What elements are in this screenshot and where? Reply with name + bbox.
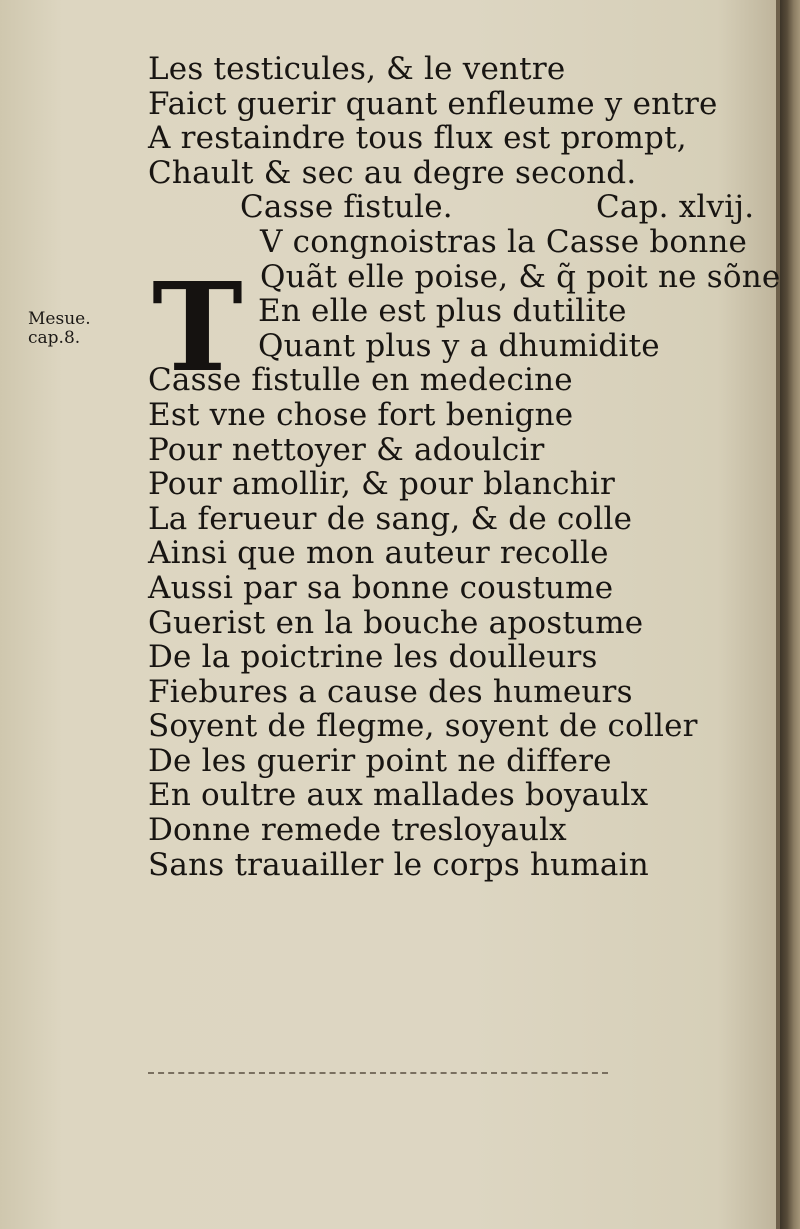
verse-line: En elle est plus dutilite xyxy=(258,293,627,330)
margin-note xyxy=(28,310,91,348)
verse-line: Casse fistulle en medecine xyxy=(148,362,573,399)
chapter-heading xyxy=(148,190,778,225)
verse-line: De les guerir point ne differe xyxy=(148,742,612,779)
margin-note-line: Mesue. xyxy=(28,309,91,329)
verse-line: Pour nettoyer & adoulcir xyxy=(148,431,545,468)
book-gutter xyxy=(780,0,800,1229)
verse-line: A restaindre tous flux est prompt, xyxy=(148,120,687,157)
verse-line: Sans trauailler le corps humain xyxy=(148,846,649,883)
poem-text xyxy=(148,51,781,883)
bottom-rule xyxy=(148,1072,608,1074)
verse-line: De la poictrine les doulleurs xyxy=(148,639,598,676)
verse-line: V congnoistras la Casse bonne xyxy=(260,223,748,260)
verse-line: Faict guerir quant enfleume y entre xyxy=(148,85,718,122)
verse-line: Chault & sec au degre second. xyxy=(148,154,637,191)
verse-line: Les testicules, & le ventre xyxy=(148,51,566,87)
verse-line: Soyent de flegme, soyent de coller xyxy=(148,708,698,745)
verse-line: Guerist en la bouche apostume xyxy=(148,604,644,641)
verse-line: Est vne chose fort benigne xyxy=(148,396,574,433)
verse-line: Fiebures a cause des humeurs xyxy=(148,673,633,710)
chapter-title: Casse fistule. xyxy=(240,189,453,226)
verse-line: Ainsi que mon auteur recolle xyxy=(148,535,609,572)
verse-line: Donne remede tresloyaulx xyxy=(148,812,567,849)
margin-note-line: cap.8. xyxy=(28,328,81,348)
drop-cap: T xyxy=(152,255,243,399)
verse-line: Pour amollir, & pour blanchir xyxy=(148,466,615,503)
verse-line: Aussi par sa bonne coustume xyxy=(148,569,614,606)
chapter-number: Cap. xlvij. xyxy=(596,189,755,226)
verse-line: En oultre aux mallades boyaulx xyxy=(148,777,649,814)
verse-line: Quant plus y a dhumidite xyxy=(258,327,660,364)
verse-line: La ferueur de sang, & de colle xyxy=(148,500,633,537)
verse-line: Quãt elle poise, & q̃ poit ne sõne xyxy=(260,258,781,295)
